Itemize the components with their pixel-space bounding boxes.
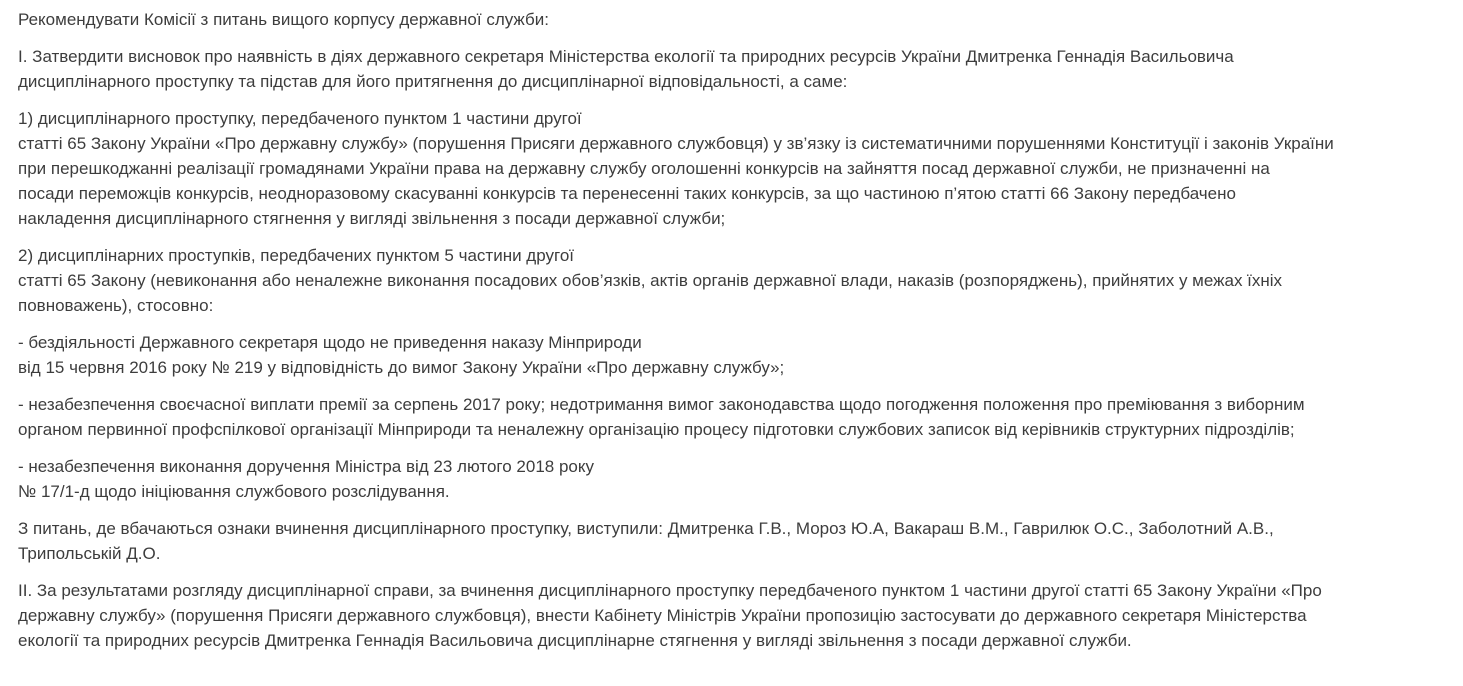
paragraph-line: - незабезпечення своєчасної виплати премії за серпень 2017 року; недотримання вимог законодавства щодо погодження положення про преміювання з виборним [18, 395, 1305, 414]
paragraph-line: - бездіяльності Державного секретаря щодо не приведення наказу Мінприроди [18, 333, 642, 352]
paragraph-2 [18, 44, 1457, 94]
paragraph-line: від 15 червня 2016 року № 219 у відповідність до вимог Закону України «Про державну службу»; [18, 358, 785, 377]
paragraph-line: статті 65 Закону України «Про державну службу» (порушення Присяги державного службовця) у зв’язку із систематичними порушеннями Конституції і законів України [18, 134, 1334, 153]
paragraph-4 [18, 243, 1457, 318]
paragraph-5 [18, 330, 1457, 380]
paragraph-8 [18, 516, 1457, 566]
paragraph-line: посади переможців конкурсів, неодноразовому скасуванні конкурсів та перенесенні таких конкурсів, за що частиною п’ятою статті 66 Закону передбачено [18, 184, 1236, 203]
paragraph-6 [18, 392, 1457, 442]
paragraph-line: - незабезпечення виконання доручення Міністра від 23 лютого 2018 року [18, 457, 594, 476]
paragraph-line: статті 65 Закону (невиконання або неналежне виконання посадових обов’язків, актів органів державної влади, наказів (розпоряджень), прийнятих у межах їхніх [18, 271, 1283, 290]
paragraph-line: Трипольськiй Д.О. [18, 544, 161, 563]
paragraph-line: державну службу» (порушення Присяги державного службовця), внести Кабінету Міністрів України пропозицію застосувати до державного секретаря Міністерства [18, 606, 1307, 625]
paragraph-line: органом первинної профспілкової організації Мінприроди та неналежну організацію процесу підготовки службових записок від керівників структурних підрозділів; [18, 420, 1295, 439]
paragraph-line: екології та природних ресурсів Дмитренка Геннадія Васильовича дисциплінарне стягнення у вигляді звільнення з посади державної служби. [18, 631, 1132, 650]
paragraph-line: при перешкоджанні реалізації громадянами України права на державну службу оголошенні конкурсів на зайняття посад державної служби, не призначенні на [18, 159, 1270, 178]
paragraph-line: № 17/1-д щодо ініціювання службового розслідування. [18, 482, 450, 501]
paragraph-7 [18, 454, 1457, 504]
paragraph-line: ІІ. За результатами розгляду дисциплінарної справи, за вчинення дисциплінарного проступку передбаченого пунктом 1 частини другої статті 65 Закону України «Про [18, 581, 1322, 600]
paragraph-line: повноважень), стосовно: [18, 296, 214, 315]
paragraph-line: накладення дисциплінарного стягнення у вигляді звільнення з посади державної служби; [18, 209, 726, 228]
paragraph-line: 2) дисциплінарних проступків, передбачених пунктом 5 частини другої [18, 246, 574, 265]
paragraph-line: 1) дисциплінарного проступку, передбаченого пунктом 1 частини другої [18, 109, 582, 128]
paragraph-9 [18, 578, 1457, 653]
paragraph-1 [18, 7, 1457, 32]
paragraph-line: З питань, де вбачаються ознаки вчинення дисциплінарного проступку, виступили: Дмитренка Г.В., Мороз Ю.А, Вакараш В.М., Гаврилюк О.С., Заболотний А.В., [18, 519, 1274, 538]
paragraph-line: І. Затвердити висновок про наявність в діях державного секретаря Міністерства екології та природних ресурсів України Дмитренка Геннадія Васильовича [18, 47, 1234, 66]
paragraph-3 [18, 106, 1457, 231]
paragraph-line: дисциплінарного проступку та підстав для його притягнення до дисциплінарної відповідальності, а саме: [18, 72, 848, 91]
paragraph-line: Рекомендувати Комісії з питань вищого корпусу державної служби: [18, 10, 549, 29]
